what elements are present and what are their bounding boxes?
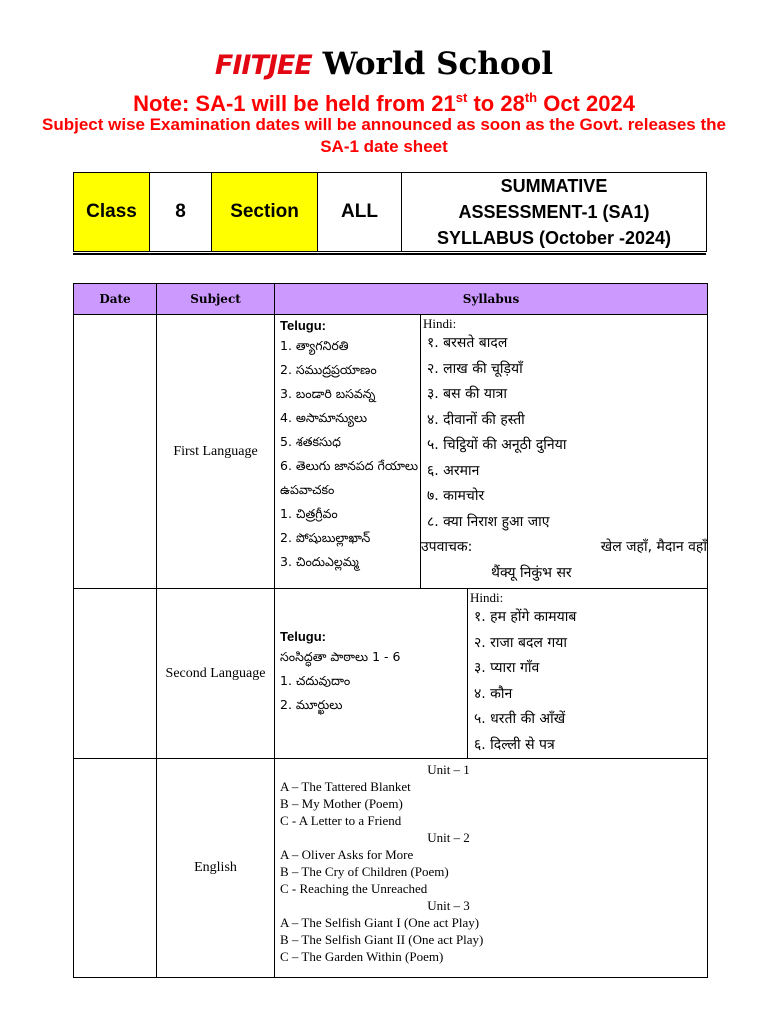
list-item: C – The Garden Within (Poem): [280, 949, 444, 964]
list-item: ५. धरती की आँखें: [474, 711, 566, 727]
hindi-title: Hindi:: [423, 316, 457, 331]
list-item: १. हम होंगे कामयाब: [474, 609, 577, 625]
list-item: ३. बस की यात्रा: [427, 386, 508, 402]
hindi-column: [421, 315, 707, 588]
header-date: Date: [74, 284, 157, 315]
telugu-title: Telugu:: [280, 318, 326, 333]
date-cell: [74, 589, 157, 759]
note-sup-1: st: [455, 90, 468, 105]
school-title: [0, 44, 768, 86]
date-cell: [74, 315, 157, 589]
assessment-title: [402, 173, 707, 252]
list-item: १. बरसते बादल: [427, 335, 508, 351]
list-item: ६. दिल्ली से पत्र: [474, 736, 555, 753]
note-mid: to 28: [467, 91, 525, 116]
table-row: [74, 315, 708, 589]
list-item: ६. अरमान: [427, 462, 480, 479]
english-units: [275, 759, 707, 965]
subject-english: English: [157, 759, 275, 978]
class-label: Class: [74, 173, 150, 252]
list-item: A – Oliver Asks for More: [280, 847, 414, 862]
exam-note: [0, 84, 768, 118]
table-row: [74, 759, 708, 978]
note-prefix: Note: SA-1 will be held from 21: [133, 91, 456, 116]
list-item: ४. दीवानों की हस्ती: [427, 411, 525, 428]
hindi-column: [468, 589, 707, 758]
list-item: A – The Selfish Giant I (One act Play): [280, 915, 480, 930]
list-item: C - Reaching the Unreached: [280, 881, 428, 896]
hindi-title: Hindi:: [470, 590, 504, 605]
list-item: ४. कौन: [474, 685, 513, 702]
list-item: ५. चिट्ठियों की अनूठी दुनिया: [427, 437, 567, 453]
section-label: Section: [212, 173, 318, 252]
list-item: 4. అసామాన్యులు: [280, 410, 368, 425]
section-value: ALL: [318, 173, 402, 252]
note-suffix: Oct 2024: [537, 91, 635, 116]
list-item: B – The Selfish Giant II (One act Play): [280, 932, 484, 947]
list-item: 2. సముద్రప్రయాణం: [280, 362, 377, 377]
syllabus-first-language: [275, 315, 708, 589]
list-item: 2. మూర్ఖులు: [280, 697, 343, 712]
list-item: B – My Mother (Poem): [280, 796, 403, 811]
unit-label: Unit – 2: [427, 830, 470, 845]
syllabus-table: [73, 283, 708, 978]
list-item: ३. प्यारा गाँव: [474, 660, 540, 676]
list-item: ८. क्या निराश हुआ जाए: [427, 513, 550, 530]
upavachak-item-2: थैंक्यू निकुंभ सर: [491, 564, 572, 581]
assessment-line-2: ASSESSMENT-1 (SA1): [458, 202, 650, 222]
syllabus-english: [275, 759, 708, 978]
header-divider: [73, 253, 706, 255]
list-item: २. लाख की चूड़ियाँ: [427, 360, 523, 377]
list-item: 3. చిందుఎల్లమ్మ: [280, 554, 359, 569]
list-item: B – The Cry of Children (Poem): [280, 864, 449, 879]
class-info-table: [73, 172, 707, 252]
list-item: 2. పోషుబుల్లాఖాన్: [280, 530, 371, 545]
list-item: ఉపవాచకం: [280, 482, 335, 497]
header-subject: Subject: [157, 284, 275, 315]
list-item: A – The Tattered Blanket: [280, 779, 411, 794]
list-item: ७. कामचोर: [427, 488, 485, 504]
note-sup-2: th: [524, 90, 538, 105]
list-item: C - A Letter to a Friend: [280, 813, 402, 828]
list-item: సంసిద్ధతా పాఠాలు 1 - 6: [280, 649, 401, 664]
list-item: २. राजा बदल गया: [474, 634, 567, 651]
list-item: 1. చిత్రగ్రీవం: [280, 506, 338, 521]
subject-first-language: First Language: [157, 315, 275, 589]
list-item: 5. శతకసుధ: [280, 434, 341, 449]
syllabus-header-row: [74, 284, 708, 315]
table-row: [74, 589, 708, 759]
date-cell: [74, 759, 157, 978]
school-name: World School: [322, 46, 554, 82]
telugu-column: [275, 315, 421, 588]
list-item: 1. త్యాగనిరతి: [280, 338, 349, 353]
telugu-title: Telugu:: [280, 629, 326, 644]
assessment-line-3: SYLLABUS (October -2024): [436, 228, 672, 248]
list-item: 1. చదువుదాం: [280, 673, 351, 688]
upavachak-row: [421, 535, 707, 561]
telugu-column: [275, 589, 468, 758]
upavachak-item-1: खेल जहाँ, मैदान वहाँ: [600, 539, 707, 555]
unit-label: Unit – 1: [427, 762, 470, 777]
list-item: 3. బండారి బసవన్న: [280, 386, 376, 401]
syllabus-second-language: [275, 589, 708, 759]
upavachak-label: उपवाचक:: [421, 539, 473, 555]
exam-subnote: Subject wise Examination dates will be announced as soon as the Govt. releases the SA-1 date sheet: [42, 115, 726, 156]
assessment-line-1: SUMMATIVE: [500, 176, 608, 196]
unit-label: Unit – 3: [427, 898, 470, 913]
fiitjee-logo: FIITJEE: [214, 50, 312, 81]
subject-second-language: Second Language: [157, 589, 275, 759]
class-value: 8: [150, 173, 212, 252]
list-item: 6. తెలుగు జానపద గేయాలు: [280, 458, 419, 473]
header-syllabus: Syllabus: [275, 284, 708, 315]
